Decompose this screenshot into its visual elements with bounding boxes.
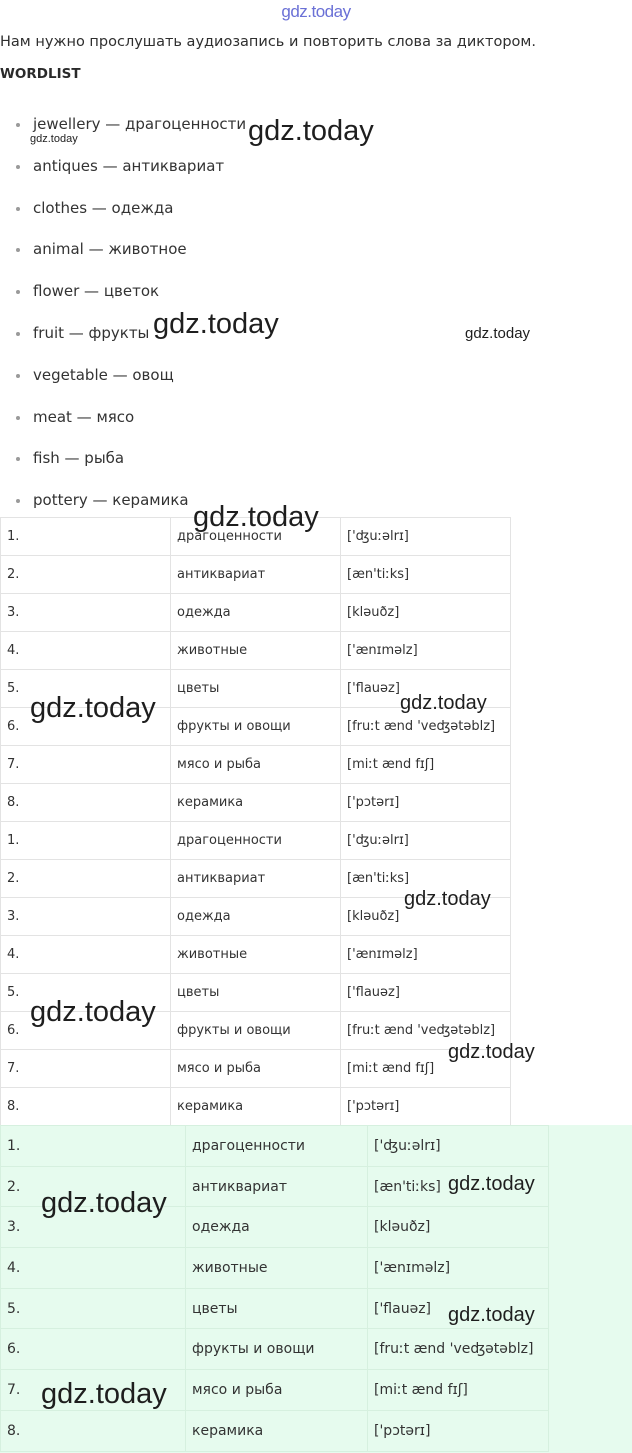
table-row xyxy=(1,860,511,898)
row-number: 5. xyxy=(1,670,171,708)
list-item: animal — животное xyxy=(0,229,246,271)
row-number: 6. xyxy=(1,708,171,746)
russian-word: цветы xyxy=(171,670,341,708)
table-row xyxy=(1,1126,549,1167)
row-number: 1. xyxy=(1,518,171,556)
row-number: 1. xyxy=(1,822,171,860)
bullet-icon xyxy=(16,416,20,420)
transcription: ['ænɪməlz] xyxy=(341,936,511,974)
table-row xyxy=(1,1207,549,1248)
bullet-icon xyxy=(16,290,20,294)
russian-word: животные xyxy=(171,936,341,974)
row-number: 5. xyxy=(1,1288,186,1329)
transcription: ['flauəz] xyxy=(341,974,511,1012)
russian-word: драгоценности xyxy=(186,1126,368,1167)
watermark: gdz.today xyxy=(153,308,279,340)
russian-word: керамика xyxy=(171,1088,341,1126)
list-item: fish — рыба xyxy=(0,438,246,480)
vocabulary-table-2 xyxy=(0,821,511,1126)
table-row xyxy=(1,1288,549,1329)
transcription: [æn'tiːks] xyxy=(341,860,511,898)
russian-word: одежда xyxy=(171,898,341,936)
table-row xyxy=(1,1012,511,1050)
transcription: ['ʤuːəlrɪ] xyxy=(368,1126,549,1167)
bullet-icon xyxy=(16,123,20,127)
table-row xyxy=(1,974,511,1012)
list-item: jewellery — драгоценности xyxy=(0,104,246,146)
table-row xyxy=(1,1410,549,1451)
vocabulary-table-1 xyxy=(0,517,511,822)
russian-word: антиквариат xyxy=(171,860,341,898)
table-row xyxy=(1,556,511,594)
russian-word: драгоценности xyxy=(171,518,341,556)
table-row xyxy=(1,670,511,708)
row-number: 6. xyxy=(1,1329,186,1370)
russian-word: мясо и рыба xyxy=(171,1050,341,1088)
list-item: clothes — одежда xyxy=(0,188,246,230)
table-row xyxy=(1,1329,549,1370)
transcription: [fruːt ænd 'veʤətəblz] xyxy=(341,1012,511,1050)
row-number: 8. xyxy=(1,1410,186,1451)
transcription: ['ʤuːəlrɪ] xyxy=(341,518,511,556)
table-row xyxy=(1,518,511,556)
row-number: 6. xyxy=(1,1012,171,1050)
row-number: 4. xyxy=(1,936,171,974)
bullet-icon xyxy=(16,457,20,461)
table-row xyxy=(1,1088,511,1126)
table-row xyxy=(1,1166,549,1207)
watermark: gdz.today xyxy=(400,692,487,714)
row-number: 4. xyxy=(1,1248,186,1289)
watermark: gdz.today xyxy=(30,692,156,724)
row-number: 7. xyxy=(1,746,171,784)
transcription: [kləuðz] xyxy=(368,1207,549,1248)
vocabulary-table-3 xyxy=(0,1125,549,1452)
row-number: 7. xyxy=(1,1050,171,1088)
row-number: 2. xyxy=(1,1166,186,1207)
transcription: [æn'tiːks] xyxy=(368,1166,549,1207)
table-row xyxy=(1,1370,549,1411)
row-number: 4. xyxy=(1,632,171,670)
intro-text: Нам нужно прослушать аудиозапись и повторить слова за диктором. xyxy=(0,34,536,50)
transcription: [fruːt ænd 'veʤətəblz] xyxy=(368,1329,549,1370)
row-number: 3. xyxy=(1,594,171,632)
row-number: 1. xyxy=(1,1126,186,1167)
watermark: gdz.today xyxy=(248,115,374,147)
list-item: flower — цветок xyxy=(0,271,246,313)
russian-word: цветы xyxy=(171,974,341,1012)
russian-word: животные xyxy=(186,1248,368,1289)
watermark: gdz.today xyxy=(41,1378,167,1410)
russian-word: фрукты и овощи xyxy=(171,708,341,746)
russian-word: керамика xyxy=(171,784,341,822)
row-number: 8. xyxy=(1,784,171,822)
transcription: ['pɔtərɪ] xyxy=(341,1088,511,1126)
russian-word: керамика xyxy=(186,1410,368,1451)
watermark: gdz.today xyxy=(193,501,319,533)
watermark: gdz.today xyxy=(448,1041,535,1063)
table-row xyxy=(1,746,511,784)
table-row xyxy=(1,1248,549,1289)
watermark: gdz.today xyxy=(30,133,78,145)
list-item: meat — мясо xyxy=(0,397,246,439)
row-number: 2. xyxy=(1,860,171,898)
table-row xyxy=(1,708,511,746)
transcription: ['flauəz] xyxy=(341,670,511,708)
transcription: ['pɔtərɪ] xyxy=(341,784,511,822)
russian-word: цветы xyxy=(186,1288,368,1329)
bullet-icon xyxy=(16,332,20,336)
russian-word: фрукты и овощи xyxy=(186,1329,368,1370)
wordlist-heading: WORDLIST xyxy=(0,66,81,82)
transcription: [æn'tiːks] xyxy=(341,556,511,594)
watermark: gdz.today xyxy=(448,1173,535,1195)
bullet-icon xyxy=(16,165,20,169)
watermark: gdz.today xyxy=(404,888,491,910)
transcription: ['ʤuːəlrɪ] xyxy=(341,822,511,860)
transcription: ['ænɪməlz] xyxy=(341,632,511,670)
transcription: [miːt ænd fɪʃ] xyxy=(341,1050,511,1088)
table-row xyxy=(1,1050,511,1088)
row-number: 3. xyxy=(1,898,171,936)
row-number: 7. xyxy=(1,1370,186,1411)
russian-word: мясо и рыба xyxy=(171,746,341,784)
site-brand[interactable]: gdz.today xyxy=(281,2,351,21)
transcription: ['pɔtərɪ] xyxy=(368,1410,549,1451)
list-item: fruit — фрукты xyxy=(0,313,246,355)
russian-word: животные xyxy=(171,632,341,670)
russian-word: фрукты и овощи xyxy=(171,1012,341,1050)
transcription: [miːt ænd fɪʃ] xyxy=(368,1370,549,1411)
watermark: gdz.today xyxy=(41,1187,167,1219)
bullet-icon xyxy=(16,207,20,211)
table-row xyxy=(1,898,511,936)
russian-word: драгоценности xyxy=(171,822,341,860)
list-item: pottery — керамика xyxy=(0,480,246,522)
row-number: 5. xyxy=(1,974,171,1012)
transcription: [kləuðz] xyxy=(341,898,511,936)
russian-word: антиквариат xyxy=(171,556,341,594)
row-number: 2. xyxy=(1,556,171,594)
list-item: vegetable — овощ xyxy=(0,355,246,397)
table-row xyxy=(1,936,511,974)
table-row xyxy=(1,784,511,822)
transcription: [miːt ænd fɪʃ] xyxy=(341,746,511,784)
russian-word: антиквариат xyxy=(186,1166,368,1207)
table-row xyxy=(1,822,511,860)
table-row xyxy=(1,632,511,670)
russian-word: одежда xyxy=(171,594,341,632)
row-number: 8. xyxy=(1,1088,171,1126)
watermark: gdz.today xyxy=(448,1304,535,1326)
russian-word: одежда xyxy=(186,1207,368,1248)
table-row xyxy=(1,594,511,632)
list-item: antiques — антиквариат xyxy=(0,146,246,188)
bullet-icon xyxy=(16,248,20,252)
transcription: ['ænɪməlz] xyxy=(368,1248,549,1289)
watermark: gdz.today xyxy=(465,325,531,342)
transcription: [kləuðz] xyxy=(341,594,511,632)
bullet-icon xyxy=(16,374,20,378)
transcription: [fruːt ænd 'veʤətəblz] xyxy=(341,708,511,746)
russian-word: мясо и рыба xyxy=(186,1370,368,1411)
row-number: 3. xyxy=(1,1207,186,1248)
bullet-icon xyxy=(16,499,20,503)
wordlist xyxy=(0,104,246,522)
watermark: gdz.today xyxy=(30,996,156,1028)
transcription: ['flauəz] xyxy=(368,1288,549,1329)
